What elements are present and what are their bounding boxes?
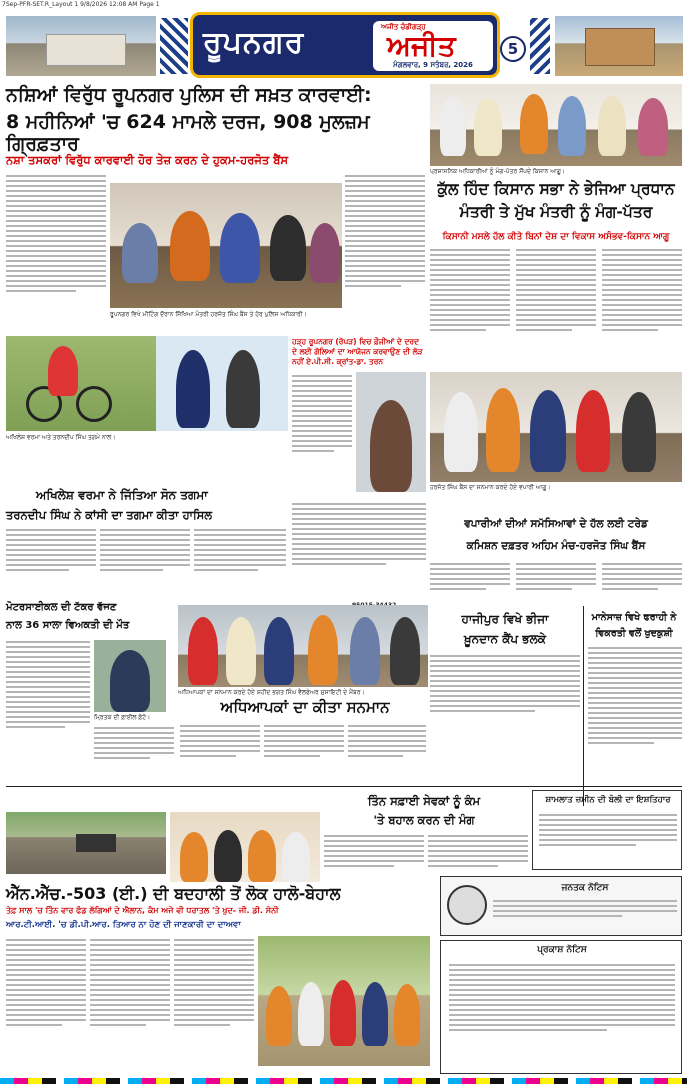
teachers-photo-caption: ਅਧਿਆਪਕਾਂ ਦਾ ਸਨਮਾਨ ਕਰਦੇ ਹੋਏ ਸ਼ਹੀਦ ਭਗਤ ਸਿੰਘ ਵੈਲਫੇਅਰ ਸੁਸਾਇਟੀ ਦੇ ਮੈਂਬਰ। [178,689,365,696]
notice-auction-headline: ਸ਼ਾਮਲਾਤ ਜ਼ਮੀਨ ਦੀ ਬੋਲੀ ਦਾ ਇਸ਼ਤਿਹਾਰ [545,795,671,805]
road-photo [6,812,166,874]
nh-column-3 [174,936,254,1072]
trade-column-3 [602,560,682,600]
kisan-headline-1: ਕੁੱਲ ਹਿੰਦ ਕਿਸਾਨ ਸਭਾ ਨੇ ਭੇਜਿਆ ਪ੍ਰਧਾਨ [437,180,675,198]
nh-subhead-1: ਤੇਫ਼ ਸਾਲ 'ਚ ਤਿੰਨ ਵਾਰ ਫੰਡ ਲੱਗਿਆਂ ਦੇ ਐਲਾਨ, ਕੰਮ ਅਜੇ ਵੀ ਧਰਾਤਲ 'ਤੇ ਖੁਦ- ਜੀ. ਡੀ. ਸੋਨੀ [6,906,279,915]
accident-victim-photo [94,640,166,712]
masthead-photo-left [6,16,156,76]
cycle-photo-caption: ਅਖਿਲੇਸ਼ ਵਰਮਾ ਅਤੇ ਤਰਨਦੀਪ ਸਿੰਘ ਤਗਮੇ ਨਾਲ। [6,434,116,441]
teachers-column-1 [180,722,260,780]
masthead [0,10,687,80]
page-number: 5 [500,36,526,62]
lead-headline-1: ਨਸ਼ਿਆਂ ਵਿਰੁੱਧ ਰੂਪਨਗਰ ਪੁਲਿਸ ਦੀ ਸਖ਼ਤ ਕਾਰਵਾਈ: [6,84,372,106]
public-notice-box [440,876,682,936]
masthead-pattern-left [160,18,188,74]
print-slug: 7Sep-PFR-SET.R_Layout 1 9/8/2026 12:08 AM Page 1 [2,1,160,8]
trade-headline-1: ਵਪਾਰੀਆਂ ਦੀਆਂ ਸਮੱਸਿਆਵਾਂ ਦੇ ਹੱਲ ਲਈ ਟਰੇਡ [464,518,648,530]
hajipur-column [430,652,580,742]
section-rule [6,786,682,787]
sports-column-1 [6,526,96,596]
trade-photo [430,372,682,482]
prakash-notice-headline: ਪ੍ਰਕਾਸ਼ ਨੋਟਿਸ [537,945,587,955]
kisan-photo [430,84,682,166]
teachers-headline: ਅਧਿਆਪਕਾਂ ਦਾ ਕੀਤਾ ਸਨਮਾਨ [220,698,390,716]
teachers-column-2 [264,722,344,780]
masthead-photo-right [555,16,683,76]
sanitation-photo [170,812,320,882]
tarandeep-headline: ਤਰਨਦੀਪ ਸਿੰਘ ਨੇ ਕਾਂਸੀ ਦਾ ਤਗਮਾ ਕੀਤਾ ਹਾਸਿਲ [6,508,213,522]
protest-photo [258,936,430,1066]
kisan-column-1 [430,246,510,366]
edition-title: ਰੂਪਨਗਰ [203,25,305,60]
sanitation-headline-1: ਤਿੰਨ ਸਫ਼ਾਈ ਸੇਵਕਾਂ ਨੂੰ ਕੰਮ [367,794,481,808]
sanitation-column-1 [324,832,424,892]
column-rule [583,606,584,806]
kisan-column-3 [602,246,682,366]
lead-subhead: ਨਸ਼ਾ ਤਸਕਰਾਂ ਵਿਰੁੱਧ ਕਾਰਵਾਈ ਹੋਰ ਤੇਜ਼ ਕਰਨ ਦੇ ਹੁਕਮ-ਹਰਜੋਤ ਬੈਂਸ [6,153,289,167]
hajipur-headline-2: ਖ਼ੂਨਦਾਨ ਕੈਂਪ ਭਲਕੇ [464,632,546,646]
lead-photo [110,183,342,308]
accident-headline-1: ਮੋਟਰਸਾਈਕਲ ਦੀ ਟੱਕਰ ਵੱਜਣ [6,602,117,613]
kisan-column-2 [516,246,596,366]
notice-auction-box [532,790,682,870]
kisan-headline-2: ਮੰਤਰੀ ਤੇ ਮੁੱਖ ਮੰਤਰੀ ਨੂੰ ਮੰਗ-ਪੱਤਰ [459,203,653,221]
ganga-headline-1: ਮਾਨੇਸਾਜ਼ ਵਿਖੇ ਫਰਾਹੀ ਨੇ [591,612,677,623]
sports-column-2 [100,526,190,596]
kisan-subhead: ਕਿਸਾਨੀ ਮਸਲੇ ਹੱਲ ਕੀਤੇ ਬਿਨਾਂ ਦੇਸ਼ ਦਾ ਵਿਕਾਸ ਅਸੰਭਵ-ਕਿਸਾਨ ਆਗੂ [442,232,670,242]
nh-column-2 [90,936,170,1072]
kisan-photo-caption: ਪ੍ਰਸ਼ਾਸਨਿਕ ਅਧਿਕਾਰੀਆਂ ਨੂੰ ਮੰਗ-ਪੱਤਰ ਸੌਂਪਦੇ ਕਿਸਾਨ ਆਗੂ। [430,168,565,175]
flood-headline: ਹੜ੍ਹ ਰੂਪਨਗਰ (ਰੋਪੜ) ਵਿਚ ਫ਼ੌਜੀਆਂ ਦੇ ਦਰਦ ਦੇ ਲਈ ਗੋਲਿਆਂ ਦਾ ਆਯੋਜਨ ਕਰਵਾਉਣ ਦੀ ਲੋੜ ਨਹੀਂ ਏ.ਪੀ.ਸੀ. ਕ੍ਰਾਂਤ-ਡਾ. ਤਰਨ [292,337,423,366]
trade-column-2 [516,560,596,600]
nh-subhead-2: ਆਰ.ਟੀ.ਆਈ. 'ਚ ਡੀ.ਪੀ.ਆਰ. ਤਿਆਰ ਨਾ ਹੋਣ ਦੀ ਜਾਣਕਾਰੀ ਦਾ ਦਾਅਵਾ [6,920,241,930]
ganga-column [588,644,682,804]
flood-column [292,372,352,492]
trade-headline-2: ਕਮਿਸ਼ਨ ਦਫ਼ਤਰ ਅਹਿਮ ਮੰਚ-ਹਰਜੋਤ ਸਿੰਘ ਬੈਂਸ [466,540,646,552]
brand-logo: ਅਜੀਤ [387,29,456,62]
sports-column-3 [194,526,286,596]
lead-column-1 [6,172,106,332]
trade-photo-caption: ਹਰਜੋਤ ਸਿੰਘ ਬੈਂਸ ਦਾ ਸਨਮਾਨ ਕਰਦੇ ਹੋਏ ਵਪਾਰੀ ਆਗੂ। [430,484,551,491]
accident-column-1 [6,638,90,778]
accident-headline-2: ਨਾਲ 36 ਸਾਲਾ ਵਿਅਕਤੀ ਦੀ ਮੌਤ [6,620,130,631]
lead-column-2 [345,172,425,332]
akhilesh-headline: ਅਖਿਲੇਸ਼ ਵਰਮਾ ਨੇ ਜਿੱਤਿਆ ਸੋਨ ਤਗਮਾ [36,488,208,502]
accident-photo-caption: ਮ੍ਰਿਤਕ ਦੀ ਫ਼ਾਈਲ ਫ਼ੋਟੋ। [94,714,151,721]
public-notice-headline: ਜਨਤਕ ਨੋਟਿਸ [561,883,609,893]
ganga-headline-2: ਵਿਕਰਤੀ ਵਲੋਂ ਖੁਦਕੁਸ਼ੀ [595,628,673,639]
brand-tag: ਅਜੀਤ ਚੰਡੀਗੜ੍ਹ [381,23,426,31]
portrait-photo [356,372,426,492]
trade-column-1 [430,560,510,600]
nh-headline: ਐੱਨ.ਐੱਚ.-503 (ਈ.) ਦੀ ਬਦਹਾਲੀ ਤੋਂ ਲੋਕ ਹਾਲੋ-ਬੇਹਾਲ [6,884,341,903]
teachers-column-3 [348,722,426,780]
cycle-photo [6,336,288,431]
nh-column-1 [6,936,86,1072]
sanitation-headline-2: 'ਤੇ ਬਹਾਲ ਕਰਨ ਦੀ ਮੰਗ [373,813,475,827]
masthead-title-box [190,12,500,78]
accident-column-2 [94,724,174,780]
teachers-photo [178,605,428,687]
edition-date: ਮੰਗਲਵਾਰ, 9 ਸਤੰਬਰ, 2026 [393,61,473,69]
prakash-notice-box [440,940,682,1074]
lead-headline-2: 8 ਮਹੀਨਿਆਂ 'ਚ 624 ਮਾਮਲੇ ਦਰਜ, 908 ਮੁਲਜ਼ਮ ਗ੍ਰਿਫ਼ਤਾਰ [6,111,370,155]
lead-photo-caption: ਰੂਪਨਗਰ ਵਿਖੇ ਮੀਟਿੰਗ ਦੌਰਾਨ ਸਿੱਖਿਆ ਮੰਤਰੀ ਹਰਜੋਤ ਸਿੰਘ ਬੈਂਸ ਤੇ ਹੋਰ ਪੁਲਿਸ ਅਧਿਕਾਰੀ। [110,311,307,318]
emblem-icon [447,885,487,925]
flood-column-2 [292,500,426,600]
hajipur-headline-1: ਹਾਜੀਪੁਰ ਵਿਖੇ ਭੀਜਾ [461,612,549,626]
masthead-pattern-right [530,18,550,74]
brand-box [373,21,493,71]
color-registration-bar [0,1078,687,1084]
